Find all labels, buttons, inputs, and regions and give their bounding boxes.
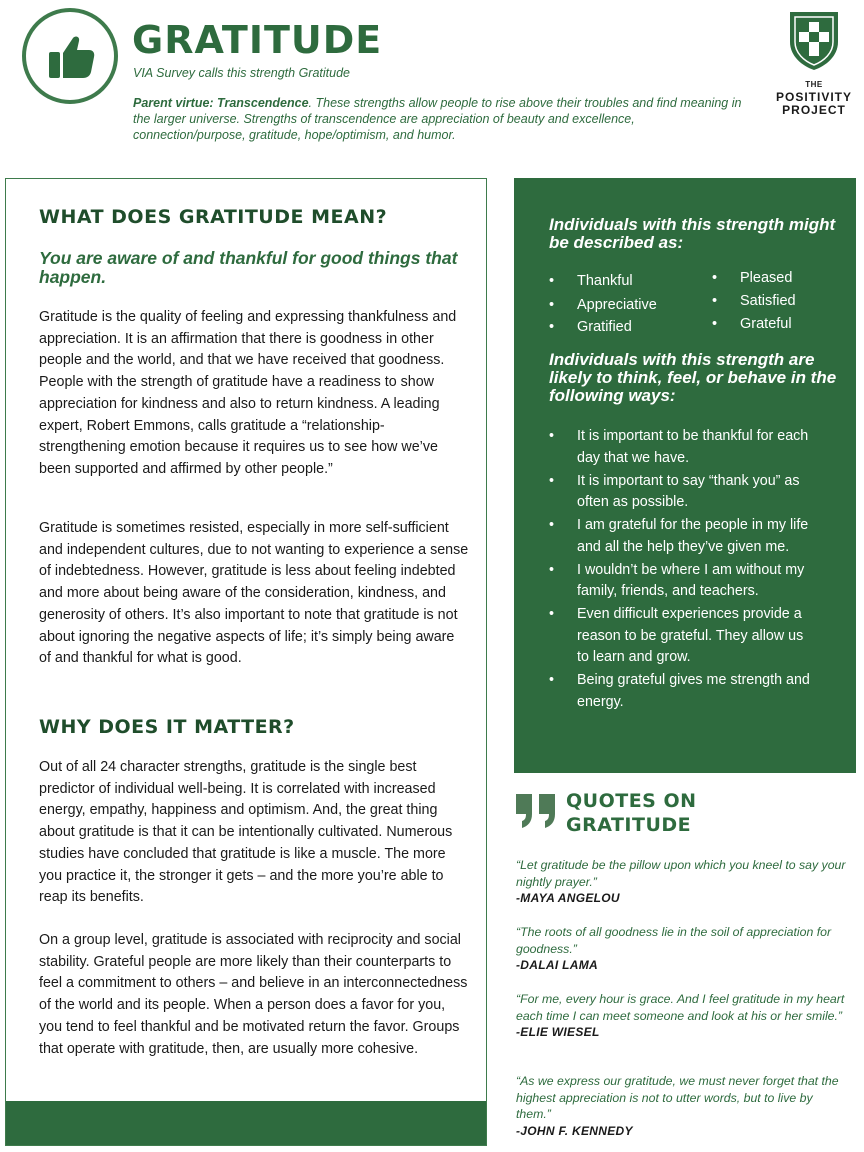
quote-item bbox=[516, 857, 848, 906]
strength-traits-panel bbox=[514, 178, 856, 773]
matter-heading: WHY DOES IT MATTER? bbox=[39, 716, 295, 738]
quotes-heading bbox=[566, 789, 697, 837]
matter-paragraph-2: On a group level, gratitude is associated with reciprocity and social stability. Grateful people are more likely than their counterparts to feel a commitment to others – and believe in an interconnectedness of the world and its people. When a person does a favor for you, you tend to feel thankful and be motivated return the favor. Groups that operate with gratitude, then, are usually more cohesive. bbox=[39, 932, 468, 1057]
quote-mark-icon bbox=[514, 794, 558, 828]
quote-item bbox=[516, 991, 848, 1040]
behavior-item: • I am grateful for the people in my life and all the help they’ve given me. bbox=[549, 515, 819, 558]
quote-author: -DALAI LAMA bbox=[516, 958, 598, 972]
quotes-heading-line-2: GRATITUDE bbox=[566, 814, 692, 836]
behavior-item: • It is important to be thankful for each day that we have. bbox=[549, 426, 819, 469]
quote-text: “As we express our gratitude, we must never forget that the highest appreciation is not to utter words, but to live by them.” bbox=[516, 1074, 839, 1121]
quote-item bbox=[516, 1073, 848, 1139]
meaning-paragraph-1: Gratitude is the quality of feeling and expressing thankfulness and appreciation. It is an affirmation that there is goodness in other people and the world, and that we have received that goodness. People with the strength of gratitude have a readiness to show appreciation for kindness and also to return kindness. A leading expert, Robert Emmons, calls gratitude a “relationship-strengthening emotion because it requires us to see how we’ve been supported and affirmed by other people.” bbox=[39, 309, 457, 477]
via-survey-line: VIA Survey calls this strength Gratitude bbox=[133, 66, 350, 80]
behavior-item: • Even difficult experiences provide a reason to be grateful. They allow us to learn and grow. bbox=[549, 604, 819, 669]
meaning-paragraph-2: Gratitude is sometimes resisted, especially in more self-sufficient and independent cultures, due to not wanting to experience a sense of indebtedness. However, gratitude is less about feeling indebted and more about being aware of the consideration, kindness, and generosity of others. It’s also important to note that gratitude is not about ignoring the negative aspects of life; it’s simply being aware of and thankful for what is good. bbox=[39, 520, 469, 667]
positivity-project-logo bbox=[766, 8, 862, 117]
parent-virtue-label: Parent virtue: Transcendence bbox=[133, 96, 309, 110]
shield-plus-icon bbox=[786, 8, 842, 72]
trait-item: • Appreciative bbox=[549, 297, 657, 313]
quotes-heading-line-1: QUOTES ON bbox=[566, 790, 697, 812]
thumbs-up-badge bbox=[22, 8, 118, 104]
footer-bar bbox=[6, 1101, 486, 1145]
behavior-item: • It is important to say “thank you” as often as possible. bbox=[549, 471, 819, 514]
quote-text: “For me, every hour is grace. And I feel gratitude in my heart each time I can meet someone and look at his or her smile.” bbox=[516, 992, 845, 1023]
matter-paragraph-1: Out of all 24 character strengths, gratitude is the single best predictor of individual well-being. It is correlated with increased energy, empathy, happiness and optimism. And, the great thing about gratitude is that it can be intentionally cultivated. Numerous studies have concluded that gratitude is like a muscle. The more you practice it, the stronger it gets – and the more you’re able to reap its benefits. bbox=[39, 759, 453, 906]
quote-author: -ELIE WIESEL bbox=[516, 1025, 600, 1039]
trait-item: • Pleased bbox=[712, 270, 792, 286]
logo-project: PROJECT bbox=[782, 103, 846, 117]
thumbs-up-icon bbox=[46, 32, 96, 82]
trait-item: • Grateful bbox=[712, 316, 792, 332]
logo-the: THE bbox=[805, 80, 823, 89]
trait-item: • Thankful bbox=[549, 273, 633, 289]
quote-text: “Let gratitude be the pillow upon which you kneel to say your nightly prayer.” bbox=[516, 858, 846, 889]
behavior-item: • Being grateful gives me strength and energy. bbox=[549, 670, 819, 713]
trait-item: • Gratified bbox=[549, 319, 632, 335]
left-content-panel bbox=[5, 178, 487, 1146]
behaviors-list bbox=[549, 426, 819, 715]
trait-item: • Satisfied bbox=[712, 293, 796, 309]
behaviors-heading: Individuals with this strength are likely to think, feel, or behave in the following ways: bbox=[549, 350, 837, 405]
parent-virtue-text: . These strengths allow people to rise above their troubles and find meaning in the larger universe. Strengths of transcendence are appreciation of beauty and excellence, connection/purpose, gratitude, hope/optimism, and humor. bbox=[133, 96, 742, 142]
quote-item bbox=[516, 924, 848, 973]
behavior-item: • I wouldn’t be where I am without my family, friends, and teachers. bbox=[549, 560, 819, 603]
logo-positivity: POSITIVITY bbox=[775, 90, 852, 104]
meaning-subheading: You are aware of and thankful for good things that happen. bbox=[39, 248, 458, 287]
quote-author: -JOHN F. KENNEDY bbox=[516, 1123, 633, 1138]
described-heading: Individuals with this strength might be described as: bbox=[549, 215, 836, 252]
meaning-heading: WHAT DOES GRATITUDE MEAN? bbox=[39, 206, 388, 228]
quote-text: “The roots of all goodness lie in the soil of appreciation for goodness.” bbox=[516, 925, 832, 956]
quote-author: -MAYA ANGELOU bbox=[516, 891, 620, 905]
parent-virtue bbox=[133, 95, 743, 143]
page-title: GRATITUDE bbox=[132, 18, 383, 62]
